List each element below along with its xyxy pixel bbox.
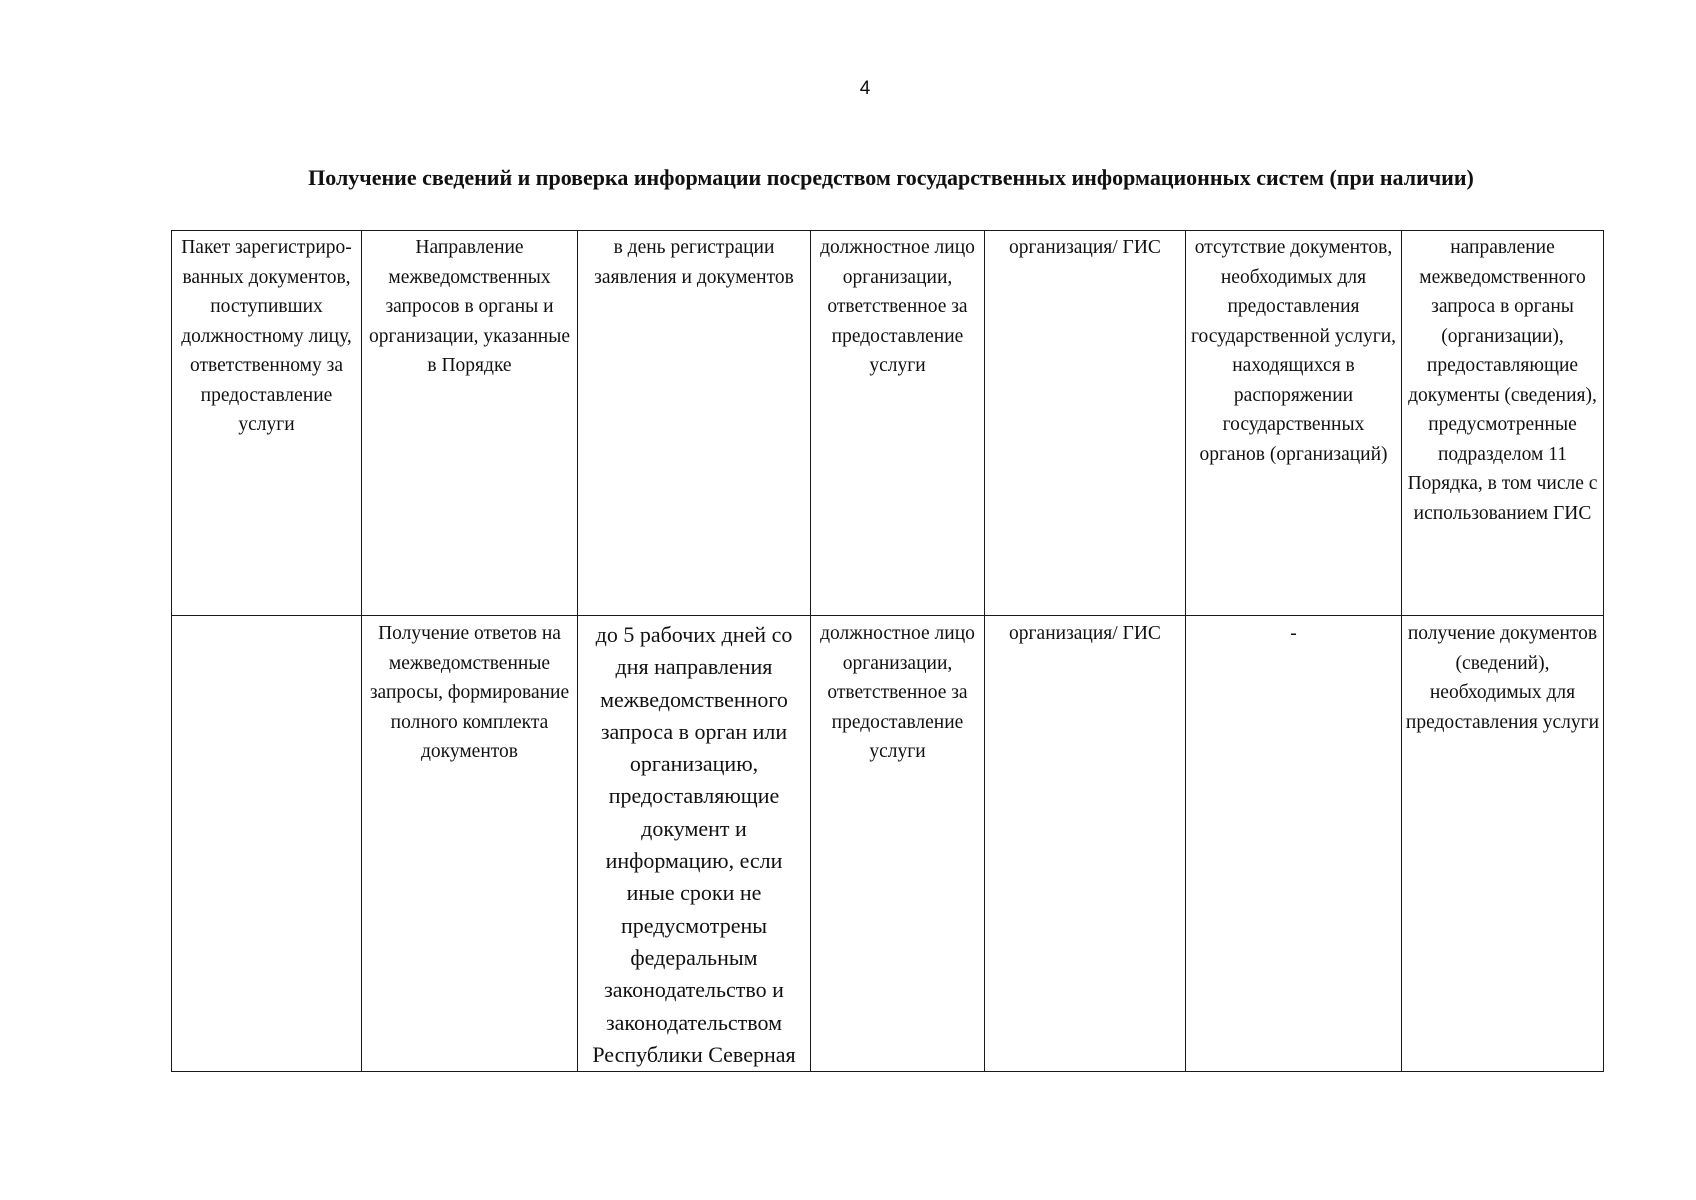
table-cell-deadline: до 5 рабочих дней со дня направления межведомственного запроса в орган или организацию, предоставляющие документ и информацию, если иные сроки не предусмотрены федеральным законодательство и законодательством Республики Северная [578,616,811,1072]
procedure-table [171,230,1604,1072]
section-title: Получение сведений и проверка информации посредством государственных информационных систем (при наличии) [308,165,1474,190]
table-cell-action: Получение ответов на межведомственные запросы, формирование полного комплекта документов [362,616,578,1072]
table-cell-input-documents [172,616,362,1072]
table-cell-deadline: в день регистрации заявления и документов [578,231,811,616]
table-cell-responsible: должностное лицо организации, ответственное за предоставление услуги [811,616,985,1072]
table-cell-criteria: отсутствие документов, необходимых для предоставления государственной услуги, находящихся в распоряжении государственных органов (организаций) [1186,231,1402,616]
page-number: 4 [859,78,871,99]
table-cell-criteria: - [1186,616,1402,1072]
table-cell-result: направление межведомственного запроса в органы (организации), предоставляющие документы (сведения), предусмотренные подразделом 11 Порядка, в том числе с использованием ГИС [1402,231,1604,616]
table-row [172,616,1604,1072]
table-cell-place: организация/ ГИС [985,616,1186,1072]
table-cell-result: получение документов (сведений), необходимых для предоставления услуги [1402,616,1604,1072]
table-cell-responsible: должностное лицо организации, ответственное за предоставление услуги [811,231,985,616]
table-cell-action: Направление межведомственных запросов в органы и организации, указанные в Порядке [362,231,578,616]
table-cell-input-documents: Пакет зарегистриро-ванных документов, поступивших должностному лицу, ответственному за предоставление услуги [172,231,362,616]
table-cell-place: организация/ ГИС [985,231,1186,616]
table-row [172,231,1604,616]
